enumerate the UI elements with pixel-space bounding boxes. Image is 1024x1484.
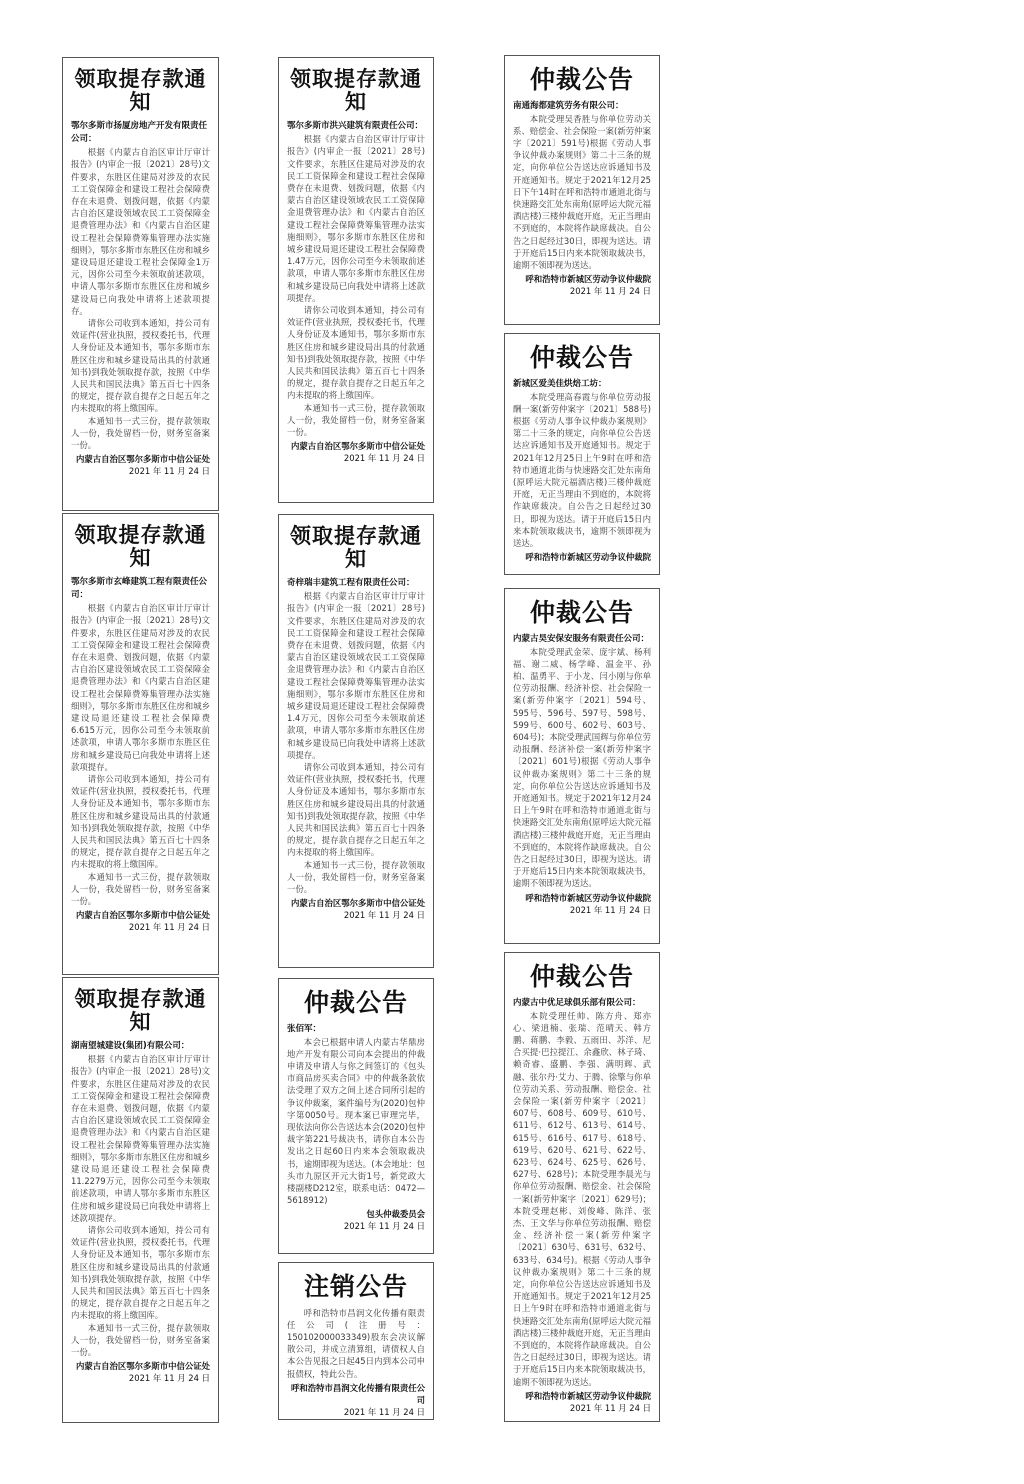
notice-date: 2021 年 11 月 24 日 — [343, 910, 425, 921]
notice-paragraph: 本通知书一式三份，提存款领取人一份，我处留档一份，财务室备案一份。 — [71, 871, 210, 907]
notice-paragraph: 请你公司收到本通知，持公司有效证件(营业执照，授权委托书，代理人身份证及本通知书，鄂尔多斯市东胜区住房和城乡建设局出具的付款通知书)到我处领取提存款，按照《中华人民共和国民法典》第五百七十四条的规定，提存款自提存之日起五年之内未提取的将上缴国库。 — [71, 1225, 210, 1321]
notice-addressee: 内蒙古昊安保安服务有限责任公司： — [513, 633, 650, 644]
notice-signer: 内蒙古自治区鄂尔多斯市中信公证处 — [291, 441, 425, 452]
notice-signer: 呼和浩特市新城区劳动争议仲裁院 — [525, 1390, 651, 1401]
notice-signer: 内蒙古自治区鄂尔多斯市中信公证处 — [76, 454, 210, 465]
notice-title: 领取提存款通知 — [74, 67, 207, 115]
notice-date: 2021 年 11 月 24 日 — [128, 922, 210, 933]
notice-paragraph: 本院受理吴香胜与你单位劳动关系、赔偿金、社会保险一案(新劳仲案字〔2021〕591号)根据《劳动人事争议仲裁办案规则》第二十三条的规定，向你单位公告送达应诉通知书及开庭通知书。规定于2021年12月25日下午14时在呼和浩特市通道北街与快速路交汇处东南角(原呼运大院元福酒店楼)三楼仲裁庭开庭，无正当理由不到庭的，本院将作缺席裁决。自公告之日起经过30日，即视为送达。请于开庭后15日内来本院领取裁决书，逾期不领即视为送达。 — [513, 113, 651, 270]
notice-signer: 内蒙古自治区鄂尔多斯市中信公证处 — [291, 898, 425, 909]
notice-addressee: 内蒙古中优足球俱乐部有限公司： — [513, 997, 641, 1008]
deposit-notice-2 — [62, 513, 219, 975]
arbitration-notice-2 — [504, 333, 660, 575]
notice-paragraph: 本通知书一式三份，提存款领取人一份，我处留档一份，财务室备案一份。 — [71, 1322, 210, 1358]
notice-signer: 呼和浩特市新城区劳动争议仲裁院 — [525, 892, 651, 903]
notice-addressee: 奇梓瑞丰建筑工程有限责任公司： — [287, 578, 415, 589]
notice-addressee: 鄂尔多斯市洪兴建筑有限责任公司： — [287, 121, 424, 132]
notice-title: 领取提存款通知 — [290, 524, 422, 572]
notice-title: 仲裁公告 — [529, 962, 634, 991]
notice-date: 2021 年 11 月 24 日 — [569, 1402, 651, 1413]
deposit-notice-5 — [278, 514, 434, 968]
notice-paragraph: 本院受理武金荣、庞宇斌、杨利福、谢二威、杨学峰、温金平、孙柏、温勇平、于小龙、闫小刚与你单位劳动报酬、经济补偿、社会保险一案(新劳仲案字〔2021〕594号、595号、596号、597号、598号、599号、600号、602号、603号、604号)；本院受理武国辉与你单位劳动报酬、经济补偿一案(新劳仲案字〔2021〕601号)根据《劳动人事争议仲裁办案规则》第二十三条的规定，向你单位公告送达应诉通知书及开庭通知书。规定于2021年12月24日上午9时在呼和浩特市通道北街与快速路交汇处东南角(原呼运大院元福酒店楼)三楼仲裁庭开庭，无正当理由不到庭的，本院将作缺席裁决。自公告之日起经过30日，即视为送达。请于开庭后15日内来本院领取裁决书，逾期不领即视为送达。 — [513, 646, 651, 889]
notice-date: 2021 年 11 月 24 日 — [569, 904, 651, 915]
notice-paragraph: 请你公司收到本通知，持公司有效证件(营业执照，授权委托书，代理人身份证及本通知书，鄂尔多斯市东胜区住房和城乡建设局出具的付款通知书)到我处领取提存款，按照《中华人民共和国民法典》第五百七十四条的规定，提存款自提存之日起五年之内未提取的将上缴国库。 — [287, 305, 425, 401]
notice-addressee: 鄂尔多斯市扬厦房地产开发有限责任公司： — [71, 121, 208, 145]
notice-signer: 呼和浩特市昌润文化传播有限责任公司 — [291, 1382, 425, 1405]
deposit-notice-1 — [62, 57, 219, 511]
arbitration-notice-4 — [504, 952, 660, 1422]
notice-paragraph: 根据《内蒙古自治区审计厅审计报告》(内审企一报〔2021〕28号)文件要求，东胜区住建局对涉及的农民工工资保障金和建设工程社会保障费存在未退费、划拨问题，依据《内蒙古自治区建设领域农民工工资保障金退费管理办法》和《内蒙古自治区建设工程社会保障费筹集管理办法实施细则》，鄂尔多斯市东胜区住房和城乡建设局退还建设工程社会保障费1.4万元，因你公司至今未领取前述款项，申请人鄂尔多斯市东胜区住房和城乡建设局已向我处申请将上述款项提存。 — [287, 591, 425, 760]
notice-signer: 包头仲裁委员会 — [366, 1209, 425, 1220]
notice-paragraph: 根据《内蒙古自治区审计厅审计报告》(内审企一报〔2021〕28号)文件要求，东胜区住建局对涉及的农民工工资保障金和建设工程社会保障费存在未退费、划拨问题，依据《内蒙古自治区建设领域农民工工资保障金退费管理办法》和《内蒙古自治区建设工程社会保障费筹集管理办法实施细则》，鄂尔多斯市东胜区住房和城乡建设局退还建设工程社会保障费6.615万元，因你公司至今未领取前述款项，申请人鄂尔多斯市东胜区住房和城乡建设局已向我处申请将上述款项提存。 — [71, 603, 211, 772]
notice-paragraph: 请你公司收到本通知，持公司有效证件(营业执照，授权委托书，代理人身份证及本通知书，鄂尔多斯市东胜区住房和城乡建设局出具的付款通知书)到我处领取提存款，按照《中华人民共和国民法典》第五百七十四条的规定，提存款自提存之日起五年之内未提取的将上缴国库。 — [71, 318, 210, 414]
notice-paragraph: 根据《内蒙古自治区审计厅审计报告》(内审企一报〔2021〕28号)文件要求，东胜区住建局对涉及的农民工工资保障金和建设工程社会保障费存在未退费、划拨问题，依据《内蒙古自治区建设领域农民工工资保障金退费管理办法》和《内蒙古自治区建设工程社会保障费筹集管理办法实施细则》，鄂尔多斯市东胜区住房和城乡建设局退还建设工程社会保障费11.2279万元，因你公司至今未领取前述款项，申请人鄂尔多斯市东胜区住房和城乡建设局已向我处申请将上述款项提存。 — [71, 1054, 211, 1223]
notice-addressee: 张佰军： — [287, 1023, 322, 1034]
notice-date: 2021 年 11 月 24 日 — [569, 286, 651, 297]
notice-title: 领取提存款通知 — [74, 523, 207, 571]
notice-paragraph: 呼和浩特市昌润文化传播有限责任公司(注册号：150102000033349)股东会决议解散公司，并成立清算组，请债权人自本公告见报之日起45日内到本公司申报债权，特此公告。 — [287, 1307, 425, 1379]
notice-paragraph: 本通知书一式三份，提存款领取人一份，我处留档一份，财务室备案一份。 — [287, 402, 425, 438]
notice-date: 2021 年 11 月 24 日 — [128, 1373, 210, 1384]
notice-signer: 呼和浩特市新城区劳动争议仲裁院 — [525, 552, 651, 563]
notice-paragraph: 根据《内蒙古自治区审计厅审计报告》(内审企一报〔2021〕28号)文件要求，东胜区住建局对涉及的农民工工资保障金和建设工程社会保障费存在未退费、划拨问题，依据《内蒙古自治区建设领域农民工工资保障金退费管理办法》和《内蒙古自治区建设工程社会保障费筹集管理办法实施细则》，鄂尔多斯市东胜区住房和城乡建设局退还建设工程社会保障费1.47万元，因你公司至今未领取前述款项，申请人鄂尔多斯市东胜区住房和城乡建设局已向我处申请将上述款项提存。 — [287, 134, 425, 303]
notice-paragraph: 本通知书一式三份，提存款领取人一份，我处留档一份，财务室备案一份。 — [71, 415, 210, 451]
cancellation-notice — [278, 1262, 434, 1420]
notice-date: 2021 年 11 月 24 日 — [343, 453, 425, 464]
notice-paragraph: 根据《内蒙古自治区审计厅审计报告》(内审企一报〔2021〕28号)文件要求，东胜区住建局对涉及的农民工工资保障金和建设工程社会保障费存在未退费、划拨问题，依据《内蒙古自治区建设领域农民工工资保障金退费管理办法》和《内蒙古自治区建设工程社会保障费筹集管理办法实施细则》，鄂尔多斯市东胜区住房和城乡建设局退还建设工程社会保障金1万元，因你公司至今未领取前述款项，申请人鄂尔多斯市东胜区住房和城乡建设局已向我处申请将上述款项提存。 — [71, 147, 211, 316]
notice-date: 2021 年 11 月 24 日 — [128, 466, 210, 477]
notice-title: 注销公告 — [303, 1272, 408, 1301]
notice-title: 领取提存款通知 — [74, 987, 207, 1035]
notice-paragraph: 本院受理高春霞与你单位劳动报酬一案(新劳仲案字〔2021〕588号)根据《劳动人事争议仲裁办案规则》第二十三条的规定，向你单位公告送达应诉通知书及开庭通知书。规定于2021年12月25日上午9时在呼和浩特市通道北街与快速路交汇处东南角(原呼运大院元福酒店楼)三楼仲裁庭开庭，无正当理由不到庭的，本院将作缺席裁决。自公告之日起经过30日，即视为送达。请于开庭后15日内来本院领取裁决书，逾期不领即视为送达。 — [513, 391, 651, 548]
arbitration-notice-1 — [504, 55, 660, 325]
notice-addressee: 新城区爱美佳烘焙工坊： — [513, 378, 607, 389]
notice-paragraph: 本会已根据申请人内蒙古华鼎房地产开发有限公司向本会提出的仲裁申请及申请人与你之间签订的《包头市商品房买卖合同》中的仲裁条款依法受理了双方之间上述合同所引起的争议仲裁案，案件编号为(2020)包仲字第0050号。现本案已审理完毕，现依法向你公告送达本会(2020)包仲裁字第221号裁决书，请你自本公告发出之日起60日内来本会领取裁决书，逾期即视为送达。(本会地址：包头市九原区开元大街1号，新党政大楼副楼D212室，联系电话：0472—5618912) — [287, 1036, 425, 1206]
deposit-notice-3 — [62, 977, 219, 1423]
notice-signer: 内蒙古自治区鄂尔多斯市中信公证处 — [76, 910, 210, 921]
notice-signer: 内蒙古自治区鄂尔多斯市中信公证处 — [76, 1361, 210, 1372]
notice-paragraph: 请你公司收到本通知，持公司有效证件(营业执照，授权委托书，代理人身份证及本通知书，鄂尔多斯市东胜区住房和城乡建设局出具的付款通知书)到我处领取提存款，按照《中华人民共和国民法典》第五百七十四条的规定，提存款自提存之日起五年之内未提取的将上缴国库。 — [287, 762, 425, 858]
notice-paragraph: 请你公司收到本通知，持公司有效证件(营业执照，授权委托书，代理人身份证及本通知书，鄂尔多斯市东胜区住房和城乡建设局出具的付款通知书)到我处领取提存款，按照《中华人民共和国民法典》第五百七十四条的规定，提存款自提存之日起五年之内未提取的将上缴国库。 — [71, 774, 210, 870]
arbitration-notice-baotou — [278, 978, 434, 1254]
notice-date: 2021 年 11 月 24 日 — [343, 1406, 425, 1417]
notice-date: 2021 年 11 月 24 日 — [343, 1221, 425, 1232]
arbitration-notice-3 — [504, 588, 660, 944]
notice-addressee: 南通海都建筑劳务有限公司： — [513, 100, 624, 111]
notice-signer: 呼和浩特市新城区劳动争议仲裁院 — [525, 274, 651, 285]
deposit-notice-4 — [278, 57, 434, 503]
notice-paragraph: 本通知书一式三份，提存款领取人一份，我处留档一份，财务室备案一份。 — [287, 859, 425, 895]
notice-title: 仲裁公告 — [529, 598, 634, 627]
notice-title: 仲裁公告 — [529, 65, 634, 94]
notice-addressee: 湖南望城建设(集团)有限公司： — [71, 1041, 190, 1052]
notice-paragraph: 本院受理任帅、陈方舟、郑亦心、梁逍楠、张瑞、范晴天、韩方鹏、蒋鹏、李毅、五雨田、苏洋、尼合买提·巴拉提江、余鑫欣、林子琦、赖奇睿、盛鹏、李强、满明辉、武融、张尔丹·艾力、于腾、徐擎与你单位劳动关系、劳动报酬、赔偿金、社会保险一案(新劳仲案字〔2021〕607号、608号、609号、610号、611号、612号、613号、614号、615号、616号、617号、618号、619号、620号、621号、622号、623号、624号、625号、626号、627号、628号)；本院受理李晨光与你单位劳动报酬、赔偿金、社会保险一案(新劳仲案字〔2021〕629号)；本院受理赵彬、刘俊峰、陈洋、张杰、王文华与你单位劳动报酬、赔偿金、经济补偿一案(新劳仲案字〔2021〕630号、631号、632号、633号、634号)。根据《劳动人事争议仲裁办案规则》第二十三条的规定，向你单位公告送达应诉通知书及开庭通知书。规定于2021年12月25日上午9时在呼和浩特市通道北街与快速路交汇处东南角(原呼运大院元福酒店楼)三楼仲裁庭开庭，无正当理由不到庭的，本院将作缺席裁决。自公告之日起经过30日，即视为送达。请于开庭后15日内来本院领取裁决书，逾期不领即视为送达。 — [513, 1010, 651, 1387]
notice-title: 仲裁公告 — [303, 988, 408, 1017]
notice-title: 领取提存款通知 — [290, 67, 422, 115]
notice-title: 仲裁公告 — [529, 343, 634, 372]
notice-addressee: 鄂尔多斯市玄峰建筑工程有限责任公司： — [71, 577, 208, 601]
